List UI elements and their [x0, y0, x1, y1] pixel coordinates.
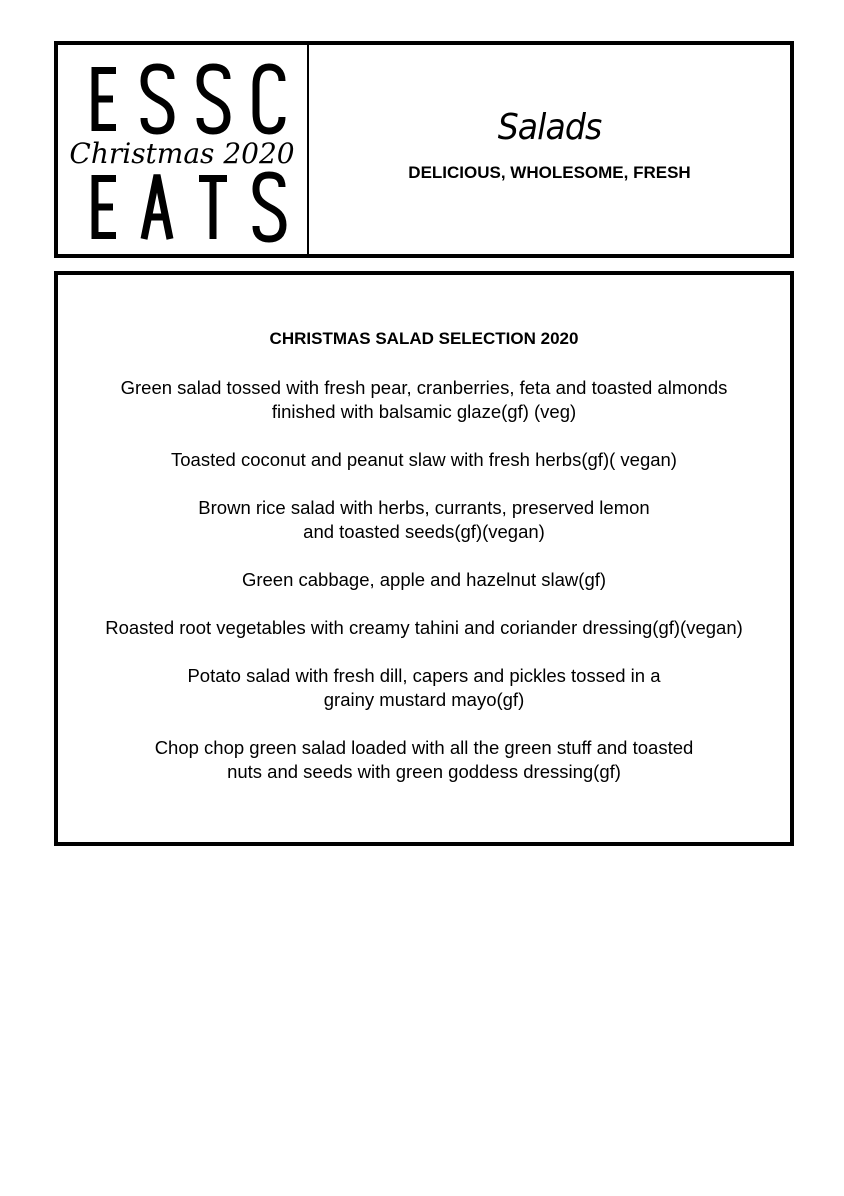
menu-item: [58, 568, 790, 592]
menu-item-line: Roasted root vegetables with creamy tahini and coriander dressing(gf)(vegan): [105, 617, 743, 638]
menu-item-line: Toasted coconut and peanut slaw with fresh herbs(gf)( vegan): [171, 449, 677, 470]
title-panel: [309, 45, 790, 254]
page-title: Salads: [497, 107, 602, 148]
menu-item-line: grainy mustard mayo(gf): [323, 689, 525, 710]
menu-item: [58, 616, 790, 640]
menu-item-line: Potato salad with fresh dill, capers and pickles tossed in a: [187, 665, 661, 686]
menu-item-line: finished with balsamic glaze(gf) (veg): [271, 401, 577, 422]
menu-item-line: Green salad tossed with fresh pear, cranberries, feta and toasted almonds: [120, 377, 728, 398]
menu-item: [58, 736, 790, 784]
menu-item-line: Green cabbage, apple and hazelnut slaw(gf): [241, 569, 607, 590]
menu-item-line: Chop chop green salad loaded with all the green stuff and toasted: [154, 737, 694, 758]
menu-header: [54, 41, 794, 258]
menu-item: [58, 496, 790, 544]
logo-graphic: [58, 45, 307, 254]
menu-panel: [54, 271, 794, 846]
menu-item-line: nuts and seeds with green goddess dressing(gf): [227, 761, 621, 782]
menu-item-line: Brown rice salad with herbs, currants, preserved lemon: [198, 497, 650, 518]
menu-item: [58, 448, 790, 472]
menu-item: [58, 664, 790, 712]
menu-item-line: and toasted seeds(gf)(vegan): [303, 521, 545, 542]
page-subtitle: DELICIOUS, WHOLESOME, FRESH: [408, 163, 691, 182]
menu-list: [58, 376, 790, 808]
essc-eats-logo: [58, 45, 309, 254]
menu-heading: CHRISTMAS SALAD SELECTION 2020: [269, 329, 579, 348]
logo-script-text: Christmas 2020: [69, 137, 295, 170]
menu-item: [58, 376, 790, 424]
